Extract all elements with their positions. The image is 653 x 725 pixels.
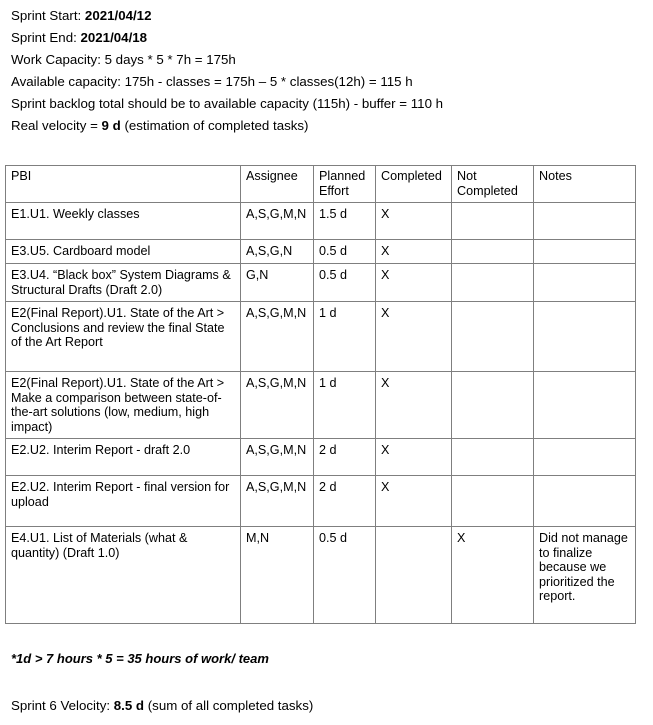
sprint-velocity-value: 8.5 d — [113, 698, 145, 713]
not-completed-cell: X — [452, 527, 534, 624]
assignee-cell: A,S,G,M,N — [241, 203, 314, 240]
effort-cell: 1 d — [314, 372, 376, 439]
sprint-velocity-line — [11, 698, 313, 713]
completed-cell: X — [376, 302, 452, 372]
notes-cell — [534, 264, 636, 302]
table-row — [6, 372, 636, 439]
sprint-start-line — [11, 8, 151, 24]
assignee-cell: A,S,G,M,N — [241, 476, 314, 527]
header-pbi: PBI — [6, 166, 241, 203]
notes-cell: Did not manage to finalize because we prioritized the report. — [534, 527, 636, 624]
assignee-cell: A,S,G,M,N — [241, 372, 314, 439]
effort-cell: 2 d — [314, 476, 376, 527]
sprint-backlog: Sprint backlog total should be to available capacity (115h) - buffer = 110 h — [11, 96, 444, 111]
table-row — [6, 240, 636, 264]
sprint-backlog-table — [5, 165, 636, 624]
assignee-cell: G,N — [241, 264, 314, 302]
not-completed-cell — [452, 372, 534, 439]
completed-cell: X — [376, 372, 452, 439]
completed-cell: X — [376, 476, 452, 527]
footnote: *1d > 7 hours * 5 = 35 hours of work/ team — [11, 651, 269, 666]
completed-cell — [376, 527, 452, 624]
notes-cell — [534, 476, 636, 527]
table-row — [6, 439, 636, 476]
notes-cell — [534, 439, 636, 476]
real-velocity-label: Real velocity = — [11, 118, 102, 133]
table-row — [6, 527, 636, 624]
table-row — [6, 264, 636, 302]
pbi-cell: E2(Final Report).U1. State of the Art > Make a comparison between state-of-the-art solutions (low, medium, high impact) — [6, 372, 241, 439]
sprint-velocity-suffix: (sum of all completed tasks) — [144, 698, 314, 713]
pbi-cell: E4.U1. List of Materials (what & quantity) (Draft 1.0) — [6, 527, 241, 624]
not-completed-cell — [452, 439, 534, 476]
pbi-cell: E3.U5. Cardboard model — [6, 240, 241, 264]
table-header-row — [6, 166, 636, 203]
completed-cell: X — [376, 264, 452, 302]
table-row — [6, 203, 636, 240]
pbi-cell: E3.U4. “Black box” System Diagrams & Structural Drafts (Draft 2.0) — [6, 264, 241, 302]
sprint-end-value: 2021/04/18 — [80, 30, 148, 45]
sprint-start-label: Sprint Start: — [11, 8, 82, 23]
sprint-end-label: Sprint End: — [11, 30, 77, 45]
effort-cell: 1.5 d — [314, 203, 376, 240]
notes-cell — [534, 240, 636, 264]
pbi-cell: E1.U1. Weekly classes — [6, 203, 241, 240]
completed-cell: X — [376, 203, 452, 240]
sprint-velocity-label: Sprint 6 Velocity: — [11, 698, 114, 713]
effort-cell: 2 d — [314, 439, 376, 476]
pbi-cell: E2(Final Report).U1. State of the Art > Conclusions and review the final State of the Art Report — [6, 302, 241, 372]
effort-cell: 0.5 d — [314, 527, 376, 624]
table-row — [6, 302, 636, 372]
notes-cell — [534, 372, 636, 439]
real-velocity-value: 9 d — [101, 118, 121, 133]
assignee-cell: M,N — [241, 527, 314, 624]
available-capacity: Available capacity: 175h - classes = 175h – 5 * classes(12h) = 115 h — [11, 74, 413, 89]
sprint-start-value: 2021/04/12 — [84, 8, 152, 23]
not-completed-cell — [452, 476, 534, 527]
pbi-cell: E2.U2. Interim Report - final version for upload — [6, 476, 241, 527]
effort-cell: 1 d — [314, 302, 376, 372]
effort-cell: 0.5 d — [314, 240, 376, 264]
completed-cell: X — [376, 439, 452, 476]
header-notes: Notes — [534, 166, 636, 203]
completed-cell: X — [376, 240, 452, 264]
header-planned-effort: Planned Effort — [314, 166, 376, 203]
not-completed-cell — [452, 203, 534, 240]
not-completed-cell — [452, 264, 534, 302]
not-completed-cell — [452, 302, 534, 372]
header-assignee: Assignee — [241, 166, 314, 203]
effort-cell: 0.5 d — [314, 264, 376, 302]
assignee-cell: A,S,G,M,N — [241, 439, 314, 476]
real-velocity-suffix: (estimation of completed tasks) — [120, 118, 309, 133]
header-completed: Completed — [376, 166, 452, 203]
work-capacity: Work Capacity: 5 days * 5 * 7h = 175h — [11, 52, 236, 67]
notes-cell — [534, 302, 636, 372]
pbi-cell: E2.U2. Interim Report - draft 2.0 — [6, 439, 241, 476]
real-velocity-line — [11, 118, 308, 134]
notes-cell — [534, 203, 636, 240]
sprint-end-line — [11, 30, 147, 46]
assignee-cell: A,S,G,M,N — [241, 302, 314, 372]
not-completed-cell — [452, 240, 534, 264]
assignee-cell: A,S,G,N — [241, 240, 314, 264]
header-not-completed: Not Completed — [452, 166, 534, 203]
table-row — [6, 476, 636, 527]
